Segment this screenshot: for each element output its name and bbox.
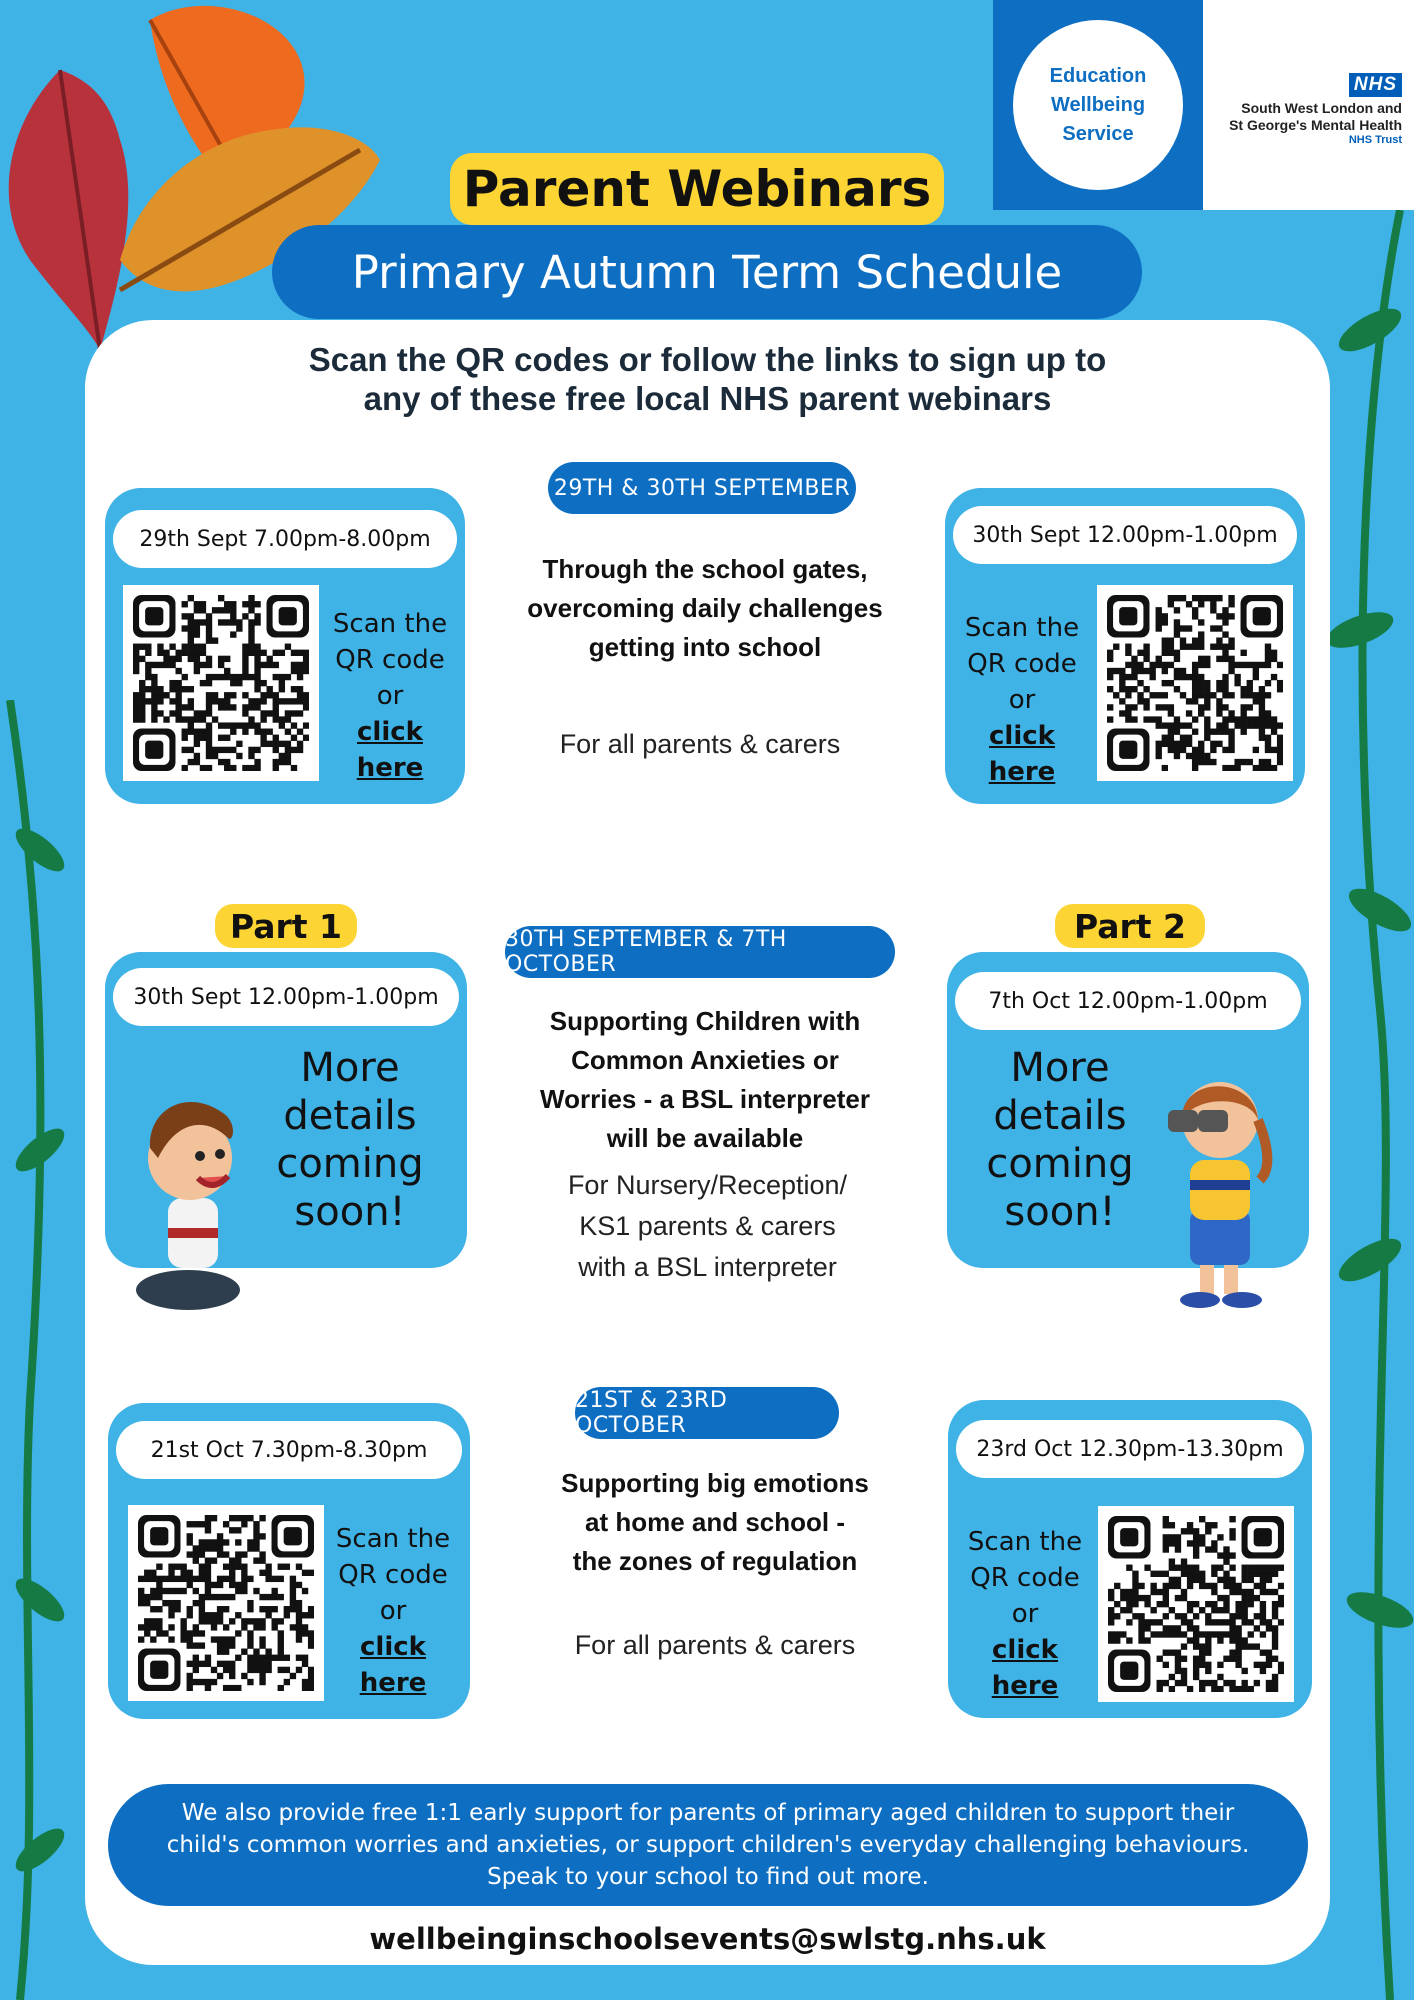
more-details-text — [265, 1044, 435, 1236]
scan-line-2: QR code — [970, 1563, 1080, 1593]
scan-line-1: Scan the — [335, 1524, 451, 1554]
more-line: coming — [986, 1141, 1134, 1187]
scan-line-3: or — [376, 681, 404, 711]
scan-line-3: or — [1011, 1599, 1039, 1629]
time-pill: 30th Sept 12.00pm-1.00pm — [113, 968, 459, 1026]
scan-instructions — [325, 606, 455, 786]
scan-instructions — [957, 610, 1087, 790]
nhs-line-2: St George's Mental Health — [1229, 117, 1402, 133]
topic-title-section-1 — [490, 550, 920, 667]
qr-code[interactable] — [128, 1505, 324, 1701]
webinar-card-1-left — [105, 488, 465, 804]
audience-section-1 — [490, 724, 910, 765]
qr-code-icon — [1108, 1516, 1284, 1692]
more-line: coming — [276, 1141, 424, 1187]
date-pill-section-2: 30TH SEPTEMBER & 7TH OCTOBER — [505, 926, 895, 978]
topic-line: Worries - a BSL interpreter — [540, 1084, 870, 1114]
scan-line-2: QR code — [338, 1560, 448, 1590]
qr-code-icon — [138, 1515, 314, 1691]
more-line: details — [283, 1093, 417, 1139]
more-line: More — [1010, 1045, 1110, 1091]
intro-line-1: Scan the QR codes or follow the links to sign up to — [308, 341, 1107, 378]
time-pill: 23rd Oct 12.30pm-13.30pm — [956, 1420, 1304, 1478]
time-pill: 7th Oct 12.00pm-1.00pm — [955, 972, 1301, 1030]
webinar-card-3-right — [948, 1400, 1312, 1718]
boy-illustration — [128, 1078, 268, 1314]
audience-line: For all parents & carers — [559, 729, 841, 759]
click-here-link[interactable]: click here — [991, 1635, 1059, 1701]
more-details-text — [975, 1044, 1145, 1236]
click-here-link[interactable]: click here — [359, 1632, 427, 1698]
scan-line-1: Scan the — [964, 613, 1080, 643]
footer-line-2: child's common worries and anxieties, or support children's everyday challenging behaviours. — [166, 1832, 1250, 1858]
scan-line-2: QR code — [335, 645, 445, 675]
audience-section-2 — [500, 1165, 915, 1288]
topic-line: Through the school gates, — [542, 554, 868, 584]
time-pill: 30th Sept 12.00pm-1.00pm — [953, 506, 1297, 564]
nhs-logo-box — [1203, 0, 1414, 210]
more-line: details — [993, 1093, 1127, 1139]
footer-line-1: We also provide free 1:1 early support for parents of primary aged children to support their — [181, 1800, 1235, 1826]
webinar-card-3-left — [108, 1403, 470, 1719]
audience-line: with a BSL interpreter — [578, 1252, 837, 1282]
intro-text — [185, 340, 1230, 418]
ews-logo — [1013, 20, 1183, 190]
scan-line-3: or — [1008, 685, 1036, 715]
topic-line: the zones of regulation — [572, 1546, 858, 1576]
date-pill-section-1: 29TH & 30TH SEPTEMBER — [548, 462, 856, 514]
ews-line-3: Service — [1062, 122, 1134, 145]
topic-line: Supporting Children with — [549, 1006, 861, 1036]
ews-line-1: Education — [1049, 64, 1147, 87]
qr-code[interactable] — [123, 585, 319, 781]
contact-email-link[interactable]: wellbeinginschoolsevents@swlstg.nhs.uk — [369, 1922, 1046, 1956]
footer-line-3: Speak to your school to find out more. — [487, 1864, 929, 1890]
topic-line: at home and school - — [584, 1507, 846, 1537]
more-line: More — [300, 1045, 400, 1091]
topic-line: Supporting big emotions — [561, 1468, 869, 1498]
topic-title-section-3 — [505, 1464, 925, 1581]
footer-support-message — [108, 1784, 1308, 1906]
time-pill: 21st Oct 7.30pm-8.30pm — [116, 1421, 462, 1479]
scan-line-2: QR code — [967, 649, 1077, 679]
scan-line-1: Scan the — [967, 1527, 1083, 1557]
audience-line: For Nursery/Reception/ — [567, 1170, 848, 1200]
topic-line: will be available — [606, 1123, 804, 1153]
click-here-link[interactable]: click here — [356, 717, 424, 783]
scan-instructions — [960, 1524, 1090, 1704]
qr-code-icon — [133, 595, 309, 771]
page-title: Parent Webinars — [450, 153, 944, 225]
intro-line-2: any of these free local NHS parent webinars — [363, 380, 1052, 417]
qr-code[interactable] — [1098, 1506, 1294, 1702]
fern-decoration-left — [0, 700, 85, 2000]
more-line: soon! — [1004, 1189, 1116, 1235]
webinar-card-1-right — [945, 488, 1305, 804]
audience-line: For all parents & carers — [574, 1630, 856, 1660]
part-1-pill: Part 1 — [215, 904, 357, 948]
date-pill-section-3: 21ST & 23RD OCTOBER — [575, 1387, 839, 1439]
audience-line: KS1 parents & carers — [579, 1211, 836, 1241]
qr-code-icon — [1107, 595, 1283, 771]
ews-logo-box — [993, 0, 1203, 210]
topic-line: overcoming daily challenges — [527, 593, 883, 623]
more-line: soon! — [294, 1189, 406, 1235]
nhs-line-1: South West London and — [1241, 100, 1402, 116]
scan-line-1: Scan the — [332, 609, 448, 639]
time-pill: 29th Sept 7.00pm-8.00pm — [113, 510, 457, 568]
topic-line: getting into school — [588, 632, 822, 662]
qr-code[interactable] — [1097, 585, 1293, 781]
part-2-pill: Part 2 — [1055, 904, 1205, 948]
girl-binoculars-illustration — [1160, 1050, 1280, 1310]
fern-decoration-right — [1320, 210, 1414, 2000]
nhs-trust-name — [1229, 100, 1402, 147]
topic-title-section-2 — [500, 1002, 910, 1158]
nhs-badge: NHS — [1349, 73, 1402, 97]
ews-line-2: Wellbeing — [1050, 93, 1146, 116]
scan-instructions — [328, 1521, 458, 1701]
page-subtitle: Primary Autumn Term Schedule — [272, 225, 1142, 319]
topic-line: Common Anxieties or — [571, 1045, 839, 1075]
audience-section-3 — [505, 1625, 925, 1666]
nhs-line-3: NHS Trust — [1348, 134, 1402, 146]
scan-line-3: or — [379, 1596, 407, 1626]
click-here-link[interactable]: click here — [988, 721, 1056, 787]
